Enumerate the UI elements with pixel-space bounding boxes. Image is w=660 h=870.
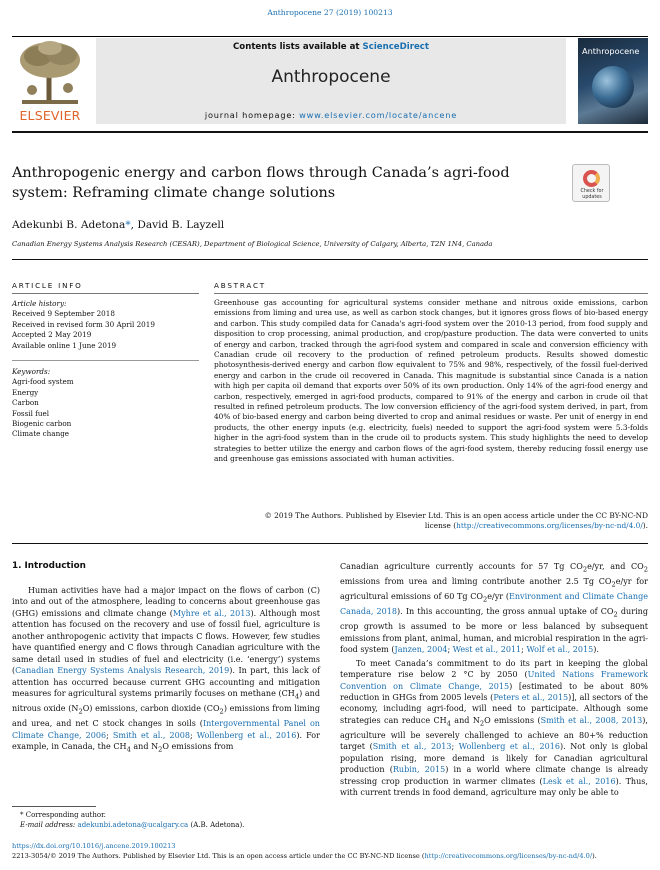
body-paragraph bbox=[12, 585, 320, 756]
subscript: 4 bbox=[294, 692, 300, 701]
history-item: Received 9 September 2018 bbox=[12, 309, 115, 319]
citation-link[interactable]: Smith et al., 2008, 2013 bbox=[540, 715, 643, 725]
author-affiliation: Canadian Energy Systems Analysis Research (CESAR), Department of Biological Science, University of Calgary, Alberta, T2N 1N4, Canada bbox=[12, 240, 493, 248]
text-run: ; bbox=[451, 742, 459, 752]
text-run: ). Not only is global population rising, more demand is likely for Canadian agricultural production ( bbox=[340, 742, 648, 775]
text-run: ; bbox=[106, 730, 113, 740]
keywords-block bbox=[12, 367, 199, 440]
citation-link[interactable]: Smith et al., 2008 bbox=[112, 730, 191, 740]
doi-link[interactable]: https://dx.doi.org/10.1016/j.ancene.2019.100213 bbox=[12, 842, 176, 850]
citation-link[interactable]: Lesk et al., 2016 bbox=[542, 776, 616, 786]
article-info-heading: ARTICLE INFO bbox=[12, 281, 83, 290]
subscript: 4 bbox=[446, 719, 451, 728]
subscript: 2 bbox=[483, 595, 488, 604]
citation-link[interactable]: United Nations Framework Convention on Climate Change, 2015 bbox=[340, 670, 648, 691]
text-run: e/yr ( bbox=[487, 592, 509, 602]
text-run: ). For example, in Canada, the CH bbox=[12, 730, 320, 752]
subscript: 2 bbox=[643, 565, 648, 574]
citation-link[interactable]: Environment and Climate Change Canada, 2018 bbox=[340, 592, 648, 617]
article-history bbox=[12, 299, 199, 351]
citation-link[interactable]: Wollenberg et al., 2016 bbox=[196, 730, 297, 740]
page-footer bbox=[12, 842, 652, 862]
citation-link[interactable]: Myhre et al., 2013 bbox=[172, 608, 251, 618]
citation-link[interactable]: Wollenberg et al., 2016 bbox=[458, 742, 560, 752]
contents-prefix: Contents lists available at bbox=[233, 42, 363, 52]
history-divider bbox=[12, 360, 199, 361]
article-title: Anthropogenic energy and carbon flows through Canada’s agri-food system: Reframing climate change solutions bbox=[12, 165, 510, 201]
text-run: and N bbox=[130, 742, 159, 752]
footer-license-link[interactable]: http://creativecommons.org/licenses/by-nc-nd/4.0/ bbox=[424, 851, 593, 860]
body-column-right bbox=[340, 561, 648, 799]
abstract-text: Greenhouse gas accounting for agricultural systems consider methane and nitrous oxide emissions, carbon emissions from liming and urea use, as well as carbon stock changes, but it ignores gross flows of bio-based energy and carbon. This study compiled data for Canada's agri-food system over the 2010-13 period, from food supply and disposition to crop processing, animal production, and crop/pasture production. The data were converted to units of energy and carbon, tracked through the agri-food system and compared in scale and conversion efficiency with Canadian crude oil recovery to the production of refined petroleum products. Results showed domestic photosynthesis-derived energy and carbon flow equivalent to 75% and 98%, respectively, of the fossil fuel-derived energy and carbon in the crude oil recovered in Canada. This magnitude is substantial since Canada is a nation with high per capita oil demand that exports over 50% of its own production. Only 14% of the agri-food energy and carbon, respectively, emerged in agri-food products, compared to 91% of the energy and carbon in crude oil that resulted in refined petroleum products. The low conversion efficiency of the agri-food system derived, in part, from 40% of bio-based energy and carbon being diverted to crop and animal residues or waste. Per unit of energy in end products, the other energy inputs (e.g. electricity, fuels) needed to support the agri-food system were 5.3-folds higher in the agri-food system than in the crude oil to products system. This study highlights the need to develop strategies to better utilize the energy and carbon flows of the agri-food system, thereby reducing fossil energy use and greenhouse gas emissions associated with human activities. bbox=[214, 298, 648, 464]
text-run: ) and nitrous oxide (N bbox=[12, 689, 320, 714]
journal-homepage-line bbox=[96, 110, 566, 120]
author-name[interactable]: Adekunbi B. Adetona bbox=[12, 219, 126, 231]
subscript: 2 bbox=[611, 580, 616, 589]
text-run: Human activities have had a major impact on the flows of carbon (C) into and out of the atmosphere, leading to concerns about greenhouse gas (GHG) emissions and climate change ( bbox=[12, 586, 320, 618]
citation-link[interactable]: Peters et al., 2015 bbox=[493, 692, 569, 702]
text-run: e/yr for agricultural emissions of 60 Tg CO bbox=[340, 577, 648, 602]
keyword-item: Biogenic carbon bbox=[12, 419, 72, 429]
check-for-updates-button[interactable] bbox=[572, 164, 610, 202]
license-prefix: license ( bbox=[424, 521, 457, 531]
citation-link[interactable]: Intergovernmental Panel on Climate Change, 2006 bbox=[12, 719, 320, 740]
footnote-line bbox=[20, 810, 320, 820]
check-updates-label: Check for updates bbox=[580, 189, 604, 200]
subscript: 2 bbox=[479, 719, 485, 728]
text-run: ), agriculture will be severely challenged to achieve an 80+% reduction target ( bbox=[340, 715, 648, 752]
text-run: emissions from urea and liming contribute another 2.5 Tg CO bbox=[340, 577, 612, 587]
text-run: ; bbox=[190, 730, 197, 740]
journal-title: Anthropocene bbox=[271, 67, 391, 87]
text-run: e/yr, and CO bbox=[587, 562, 644, 571]
citation-link[interactable]: Janzen, 2004 bbox=[394, 645, 448, 655]
author-name[interactable]: David B. Layzell bbox=[137, 219, 225, 231]
text-run: O) emissions, carbon dioxide (CO bbox=[82, 704, 220, 714]
corresponding-author-footnote bbox=[20, 810, 320, 831]
history-label: Article history: bbox=[12, 299, 67, 308]
subscript: 2 bbox=[613, 610, 618, 619]
email-link[interactable]: adekunbi.adetona@ucalgary.ca bbox=[77, 821, 189, 830]
sciencedirect-link[interactable]: ScienceDirect bbox=[362, 42, 429, 52]
license-link[interactable]: http://creativecommons.org/licenses/by-nc-nd/4.0/ bbox=[456, 521, 643, 531]
citation-link[interactable]: Wolf et al., 2015 bbox=[526, 645, 594, 655]
journal-reference[interactable]: Anthropocene 27 (2019) 100213 bbox=[267, 8, 393, 17]
homepage-prefix: journal homepage: bbox=[204, 110, 300, 120]
text-run: ). Although most attention has focused on the recovery and use of fossil fuel, agriculture is another anthropogenic activity that impacts C flows. However, few studies have quantified energy and C flows through Canadian agriculture with the same detail used in studies of fuel and electricity (i.e. ‘energy’) systems ( bbox=[12, 608, 320, 676]
keyword-item: Climate change bbox=[12, 429, 70, 439]
abstract-heading: ABSTRACT bbox=[214, 281, 266, 290]
body-column-left bbox=[12, 585, 320, 756]
citation-link[interactable]: Rubin, 2015 bbox=[392, 765, 446, 775]
citation-link[interactable]: Canadian Energy Systems Analysis Research, 2019 bbox=[15, 666, 230, 676]
corresponding-author-mark[interactable]: * bbox=[125, 219, 131, 231]
email-label: E-mail address: bbox=[20, 821, 76, 830]
footer-license-suffix: ). bbox=[592, 851, 597, 860]
homepage-link[interactable]: www.elsevier.com/locate/ancene bbox=[299, 110, 458, 120]
footnote-mark: * bbox=[20, 811, 24, 819]
text-run: ). In this accounting, the gross annual uptake of CO bbox=[397, 607, 614, 617]
footnote-rule bbox=[12, 806, 96, 807]
body-paragraph bbox=[340, 561, 648, 656]
text-run: during crop growth is assumed to be more or less balanced by subsequent emissions from plant, animal, human, and microbial respiration in the agri-food system ( bbox=[340, 607, 648, 655]
text-run: O emissions ( bbox=[484, 715, 541, 725]
contents-available-line bbox=[96, 42, 566, 52]
citation-link[interactable]: West et al., 2011 bbox=[452, 645, 522, 655]
text-run: Canadian agriculture currently accounts for 57 Tg CO bbox=[340, 562, 583, 571]
text-run: ). Thus, with current trends in food demand, agriculture may only be able to bbox=[340, 776, 648, 798]
history-item: Received in revised form 30 April 2019 bbox=[12, 319, 155, 329]
cover-globe-graphic bbox=[592, 66, 634, 108]
text-run: O emissions from bbox=[162, 742, 234, 752]
subscript: 2 bbox=[582, 565, 588, 574]
article-info-rule bbox=[12, 293, 199, 294]
copyright-text: © 2019 The Authors. Published by Elsevier Ltd. This is an open access article under the CC BY-NC-ND bbox=[264, 511, 648, 520]
keyword-item: Energy bbox=[12, 387, 39, 397]
subscript: 2 bbox=[219, 707, 224, 716]
abstract-copyright bbox=[214, 511, 648, 532]
keyword-item: Carbon bbox=[12, 398, 39, 408]
cover-title: Anthropocene bbox=[582, 46, 640, 56]
citation-link[interactable]: Smith et al., 2013 bbox=[372, 742, 452, 752]
elsevier-wordmark[interactable]: ELSEVIER bbox=[19, 108, 81, 123]
text-run: ). In part, this lack of attention has occurred because current GHG accounting and mitigation measures for agricultural systems primarily focuses on methane (CH bbox=[12, 666, 320, 699]
text-run: ; bbox=[447, 645, 453, 655]
keyword-item: Fossil fuel bbox=[12, 408, 50, 418]
check-updates-icon bbox=[583, 170, 600, 187]
email-line bbox=[20, 820, 320, 830]
section-heading-introduction: 1. Introduction bbox=[12, 561, 86, 571]
history-item: Accepted 2 May 2019 bbox=[12, 330, 92, 340]
text-run: and N bbox=[450, 715, 480, 725]
text-run: ; bbox=[521, 645, 527, 655]
text-run: ) in a world where climate change is already stressing crop production in warmer climates ( bbox=[340, 765, 648, 786]
text-run: ) emissions from liming and urea, and net C stock changes in soils ( bbox=[12, 704, 320, 729]
corresponding-label: Corresponding author. bbox=[23, 811, 106, 819]
footer-license-line bbox=[12, 852, 652, 862]
history-item: Available online 1 June 2019 bbox=[12, 340, 117, 350]
keyword-item: Agri-food system bbox=[12, 377, 74, 387]
author-separator: , bbox=[130, 219, 138, 231]
header-divider bbox=[12, 131, 648, 133]
subscript: 2 bbox=[158, 745, 163, 754]
abstract-bottom-rule bbox=[12, 543, 648, 544]
text-run: )], all sectors of the economy, including agri-food, will need to participate. Although some strategies can reduce CH bbox=[340, 692, 649, 725]
body-paragraph bbox=[340, 658, 648, 799]
author-list bbox=[12, 219, 224, 231]
text-run: To meet Canada’s commitment to do its part in keeping the global temperature rise below 2 °C by 2050 ( bbox=[340, 658, 648, 680]
email-suffix: (A.B. Adetona). bbox=[188, 821, 245, 830]
info-top-rule bbox=[12, 259, 648, 260]
abstract-rule bbox=[214, 293, 648, 294]
license-suffix: ). bbox=[642, 521, 648, 531]
text-run: ). bbox=[593, 645, 599, 655]
keywords-label: Keywords: bbox=[12, 367, 51, 376]
subscript: 4 bbox=[126, 745, 131, 754]
subscript: 2 bbox=[78, 707, 83, 716]
footer-license-prefix: 2213-3054/© 2019 The Authors. Published by Elsevier Ltd. This is an open access article under the CC BY-NC-ND license ( bbox=[12, 851, 425, 860]
text-run: ) [estimated to be about 80% reduction in GHGs from 2005 levels ( bbox=[340, 681, 648, 702]
